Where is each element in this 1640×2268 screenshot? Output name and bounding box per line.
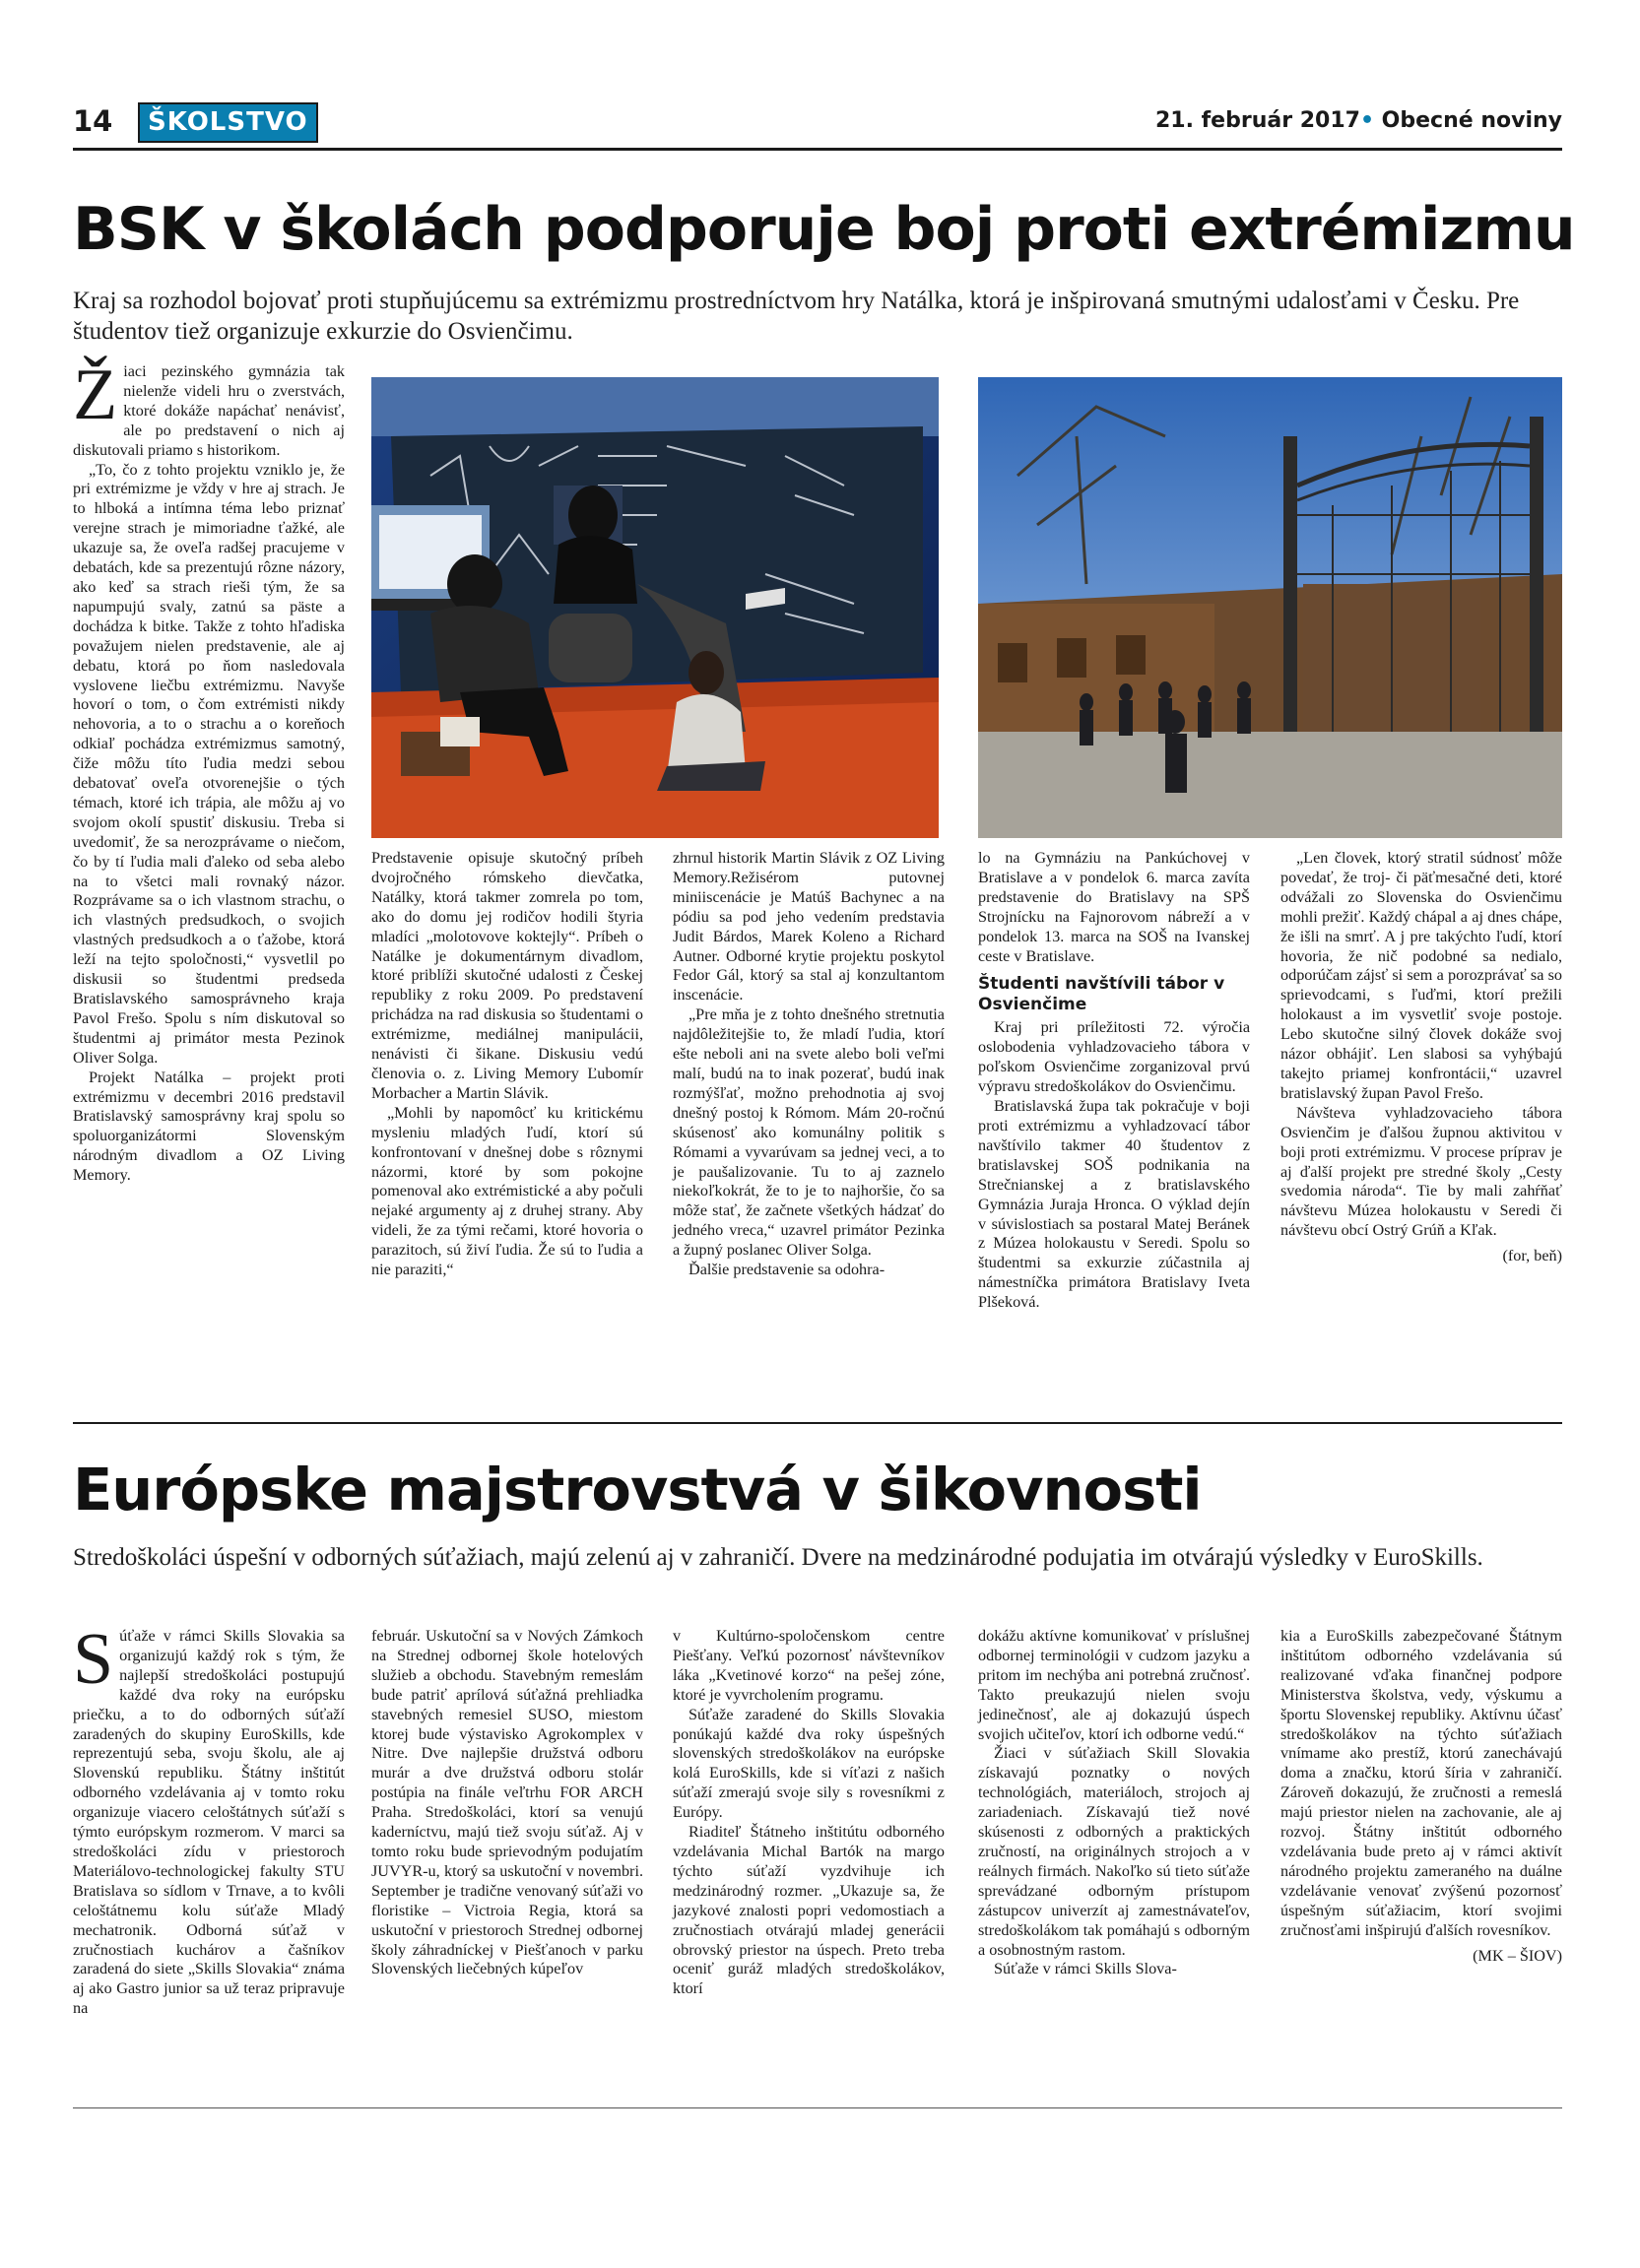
article2-paragraph: Riaditeľ Štátneho inštitútu odborného vzdelávania Michal Bartók na margo týchto súťaží vyzdvihuje ich medzinárodný rozmer. „Ukazuje sa, že jazykové znalosti popri vedomostiach a zručnostiach otvárajú mladej generácii obrovský priestor na úspech. Preto treba oceniť guráž mladých stredoškolákov, ktorí xyxy=(673,1823,945,1998)
article1-headline: BSK v školách podporuje boj proti extrémizmu xyxy=(73,195,1575,264)
footer-rule xyxy=(73,2107,1562,2108)
paper-name: Obecné noviny xyxy=(1381,108,1562,133)
dropcap: Ž xyxy=(73,355,118,435)
article2-paragraph: február. Uskutoční sa v Nových Zámkoch na Strednej odbornej škole hotelových služieb a obchodu. Stavebným remeslám bude patriť aprílová súťažná prehliadka stavebných remesiel SUSO, miestom ktorej bude výstavisko Agrokomplex v Nitre. Dve najlepšie družstvá odboru murár a dve družstvá odboru stolár postúpia na finále veľtrhu FOR ARCH Praha. Stredoškoláci, ktorí sa venujú kaderníctvu, majú tiež svoju súťaž. Aj v tomto roku bude sprievodným podujatím JUVYR-u, ktorý sa uskutoční v novembri. September je tradične venovaný súťaži vo floristike – Victroia Regia, ktorá sa uskutoční v priestoroch Strednej odbornej školy záhradníckej v Piešťanoch v parku Slovenských liečebných kúpeľov xyxy=(371,1627,643,1978)
article1-paragraph: Návšteva vyhladzovacieho tábora Osvienčim je ďalšou župnou aktivitou v boji proti extrémizmu. V procese príprav je aj ďalší projekt pre stredné školy „Cesty svedomia národa“. Tie by mali zahŕňať návštevu Múzea holokaustu v Seredi či návštevu obcí Ostrý Grúň a Kľak. xyxy=(1280,1103,1562,1240)
article1-paragraph: „To, čo z tohto projektu vzniklo je, že pri extrémizme je vždy v hre aj strach. Je to hlboká a intímna téma lebo priznať verejne strach je mimoriadne ťažké, ale ukazuje sa, že oveľa radšej pracujeme v debatách, kde sa prezentujú rôzne názory, ako keď sa strach rieši tým, že sa napumpujú svaly, zatnú sa päste a dochádza k bitke. Takže z tohto hľadiska považujem nielen predstavenie, ale aj debatu, ktorá po ňom nasledovala vyslovene liečbu extrémizmu. Navyše hovorí o tom, o čom extrémisti nikdy nehovoria, a to o strachu a o koreňoch odkiaľ pochádza extrémizmus samotný, čiže môžu títo ľudia medzi sebou debatovať oveľa otvorenejšie o tých témach, ktoré ich trápia, ale môžu aj vo svojom okolí spustiť diskusiu. Treba si uvedomiť, že sa nerozprávame o niečom, čo by tí ľudia mali ďaleko od seba alebo na to všetci mali rovnaký názor. Rozprávame sa o ich vlastnom strachu, o ich vlastných predsudkoch, o svojich vlastných predsudkoch a o ťažobe, ktorá leží na tejto spoločnosti,“ vysvetlil po diskusii so študentmi predseda Bratislavského samosprávneho kraja Pavol Frešo. Spolu s ním diskutoval so študentmi aj primátor mesta Pezinok Oliver Solga. xyxy=(73,460,345,1067)
article1-paragraph: lo na Gymnáziu na Pankúchovej v Bratislave a v pondelok 6. marca zavíta predstavenie do Bratislavy na SPŠ Strojnícku na Fajnorovom nábreží a v pondelok 13. marca na SOŠ na Ivanskej ceste v Bratislave. xyxy=(978,849,1250,965)
article2-column-3 xyxy=(673,1627,945,1999)
article2-paragraph: Súťaže zaradené do Skills Slovakia ponúkajú každé dva roky úspešných slovenských stredoškolákov na európske kolá EuroSkills, kde si víťazi z našich súťaží zmerajú svoje sily s rovesníkmi z Európy. xyxy=(673,1705,945,1822)
theatre-scene-illustration xyxy=(371,377,939,838)
article2-headline: Európske majstrovstvá v šikovnosti xyxy=(73,1456,1202,1523)
article2-column-1 xyxy=(73,1619,345,2019)
article1-subheading: Študenti navštívili tábor v Osvienčime xyxy=(978,974,1225,1015)
issue-date: 21. február 2017 xyxy=(1154,108,1360,133)
header-rule xyxy=(73,148,1562,151)
article1-paragraph: zhrnul historik Martin Slávik z OZ Living Memory.Režisérom putovnej miniiscenácie je Matúš Bachynec a na pódiu sa pod jeho vedením predstavia Judit Bárdos, Marek Koleno a Richard Autner. Odborné krytie projektu poskytol Fedor Gál, ktorý sa stal aj konzultantom inscenácie. xyxy=(673,849,945,1004)
section-label: ŠKOLSTVO xyxy=(138,102,318,143)
article2-column-2 xyxy=(371,1627,643,1979)
article-divider xyxy=(73,1422,1562,1424)
article2-paragraph: dokážu aktívne komunikovať v príslušnej odbornej terminológii v cudzom jazyku a pritom im nechýba ani potrebná zručnosť. Takto preukazujú nielen svoju jedinečnosť, ale aj dokazujú úspech svojich učiteľov, ktorí ich odborne vedú.“ xyxy=(978,1627,1250,1743)
article1-paragraph: „Mohli by napomôcť ku kritickému mysleniu mladých ľudí, ktorí sú konfrontovaní v dnešnej dobe s rôznymi názormi, ktoré by som pokojne pomenoval ako extrémistické a aby počuli nejaké argumenty aj z druhej strany. Aby videli, že za tými rečami, ktoré hovoria o parazitoch, sú živí ľudia. Že sú to ľudia a nie paraziti,“ xyxy=(371,1103,643,1279)
article2-column-4 xyxy=(978,1627,1250,1979)
article2-column-5 xyxy=(1280,1627,1562,1966)
article2-paragraph: kia a EuroSkills zabezpečované Štátnym inštitútom odborného vzdelávania sú realizované vďaka finančnej podpore Ministerstva školstva, vedy, výskumu a športu Slovenskej republiky. Aktívnu účasť stredoškolákov na týchto súťažiach vnímame ako prestíž, ktorú zanechávajú doma a značku, ktorú šíria v zahraničí. Zároveň dokazujú, že zručnosti a remeslá majú priestor nielen na zachovanie, ale aj rozvoj. Štátny inštitút odborného vzdelávania bude preto aj v rámci aktivít národného projektu zameraného na duálne vzdelávanie venovať zvýšenú pozornosť úspešným súťažiacim, ktorí svojimi zručnosťami inšpirujú ďalších rovesníkov. xyxy=(1280,1627,1562,1939)
page-number: 14 xyxy=(73,104,113,138)
theatre-scene-photo xyxy=(371,377,939,838)
article1-column-1 xyxy=(73,355,345,1186)
article2-signature: (MK – ŠIOV) xyxy=(1473,1946,1562,1965)
article2-paragraph: v Kultúrno-spoločenskom centre Piešťany. Veľkú pozornosť návštevníkov láka „Kvetinové korzo“ na pešej zóne, ktoré je vyvrcholením programu. xyxy=(673,1627,945,1704)
article1-paragraph: Bratislavská župa tak pokračuje v boji proti extrémizmu a vyhladzovací tábor navštívilo takmer 40 študentov z bratislavskej SOŠ podnikania na Strečnianskej a z bratislavského Gymnázia Juraja Hronca. O výklad dejín v súvislostiach sa postaral Matej Beránek z Múzea holokaustu v Seredi. Spolu so študentmi sa exkurzie zúčastnila aj námestníčka primátora Bratislavy Iveta Plšeková. xyxy=(978,1097,1250,1312)
article1-column-3 xyxy=(673,849,945,1280)
dateline xyxy=(1155,108,1562,133)
article1-lead: Kraj sa rozhodol bojovať proti stupňujúcemu sa extrémizmu prostredníctvom hry Natálka, ktorá je inšpirovaná smutnými udalosťami v Česku. Pre študentov tiež organizuje exkurzie do Osvienčimu. xyxy=(73,288,1520,345)
article1-paragraph: „Pre mňa je z tohto dnešného stretnutia najdôležitejšie to, že mladí ľudia, ktorí ešte neboli ani na svete alebo boli veľmi malí, budú na to inak pozerať, budú inak rozmýšľať, možno prehodnotia aj svoj dnešný postoj k Rómom. Mám 20-ročnú skúsenosť ako komunálny politik s Rómami a vyvarúvam sa jednej veci, a to je paušalizovanie. Tu to aj zaznelo niekoľkokrát, že to je to najhoršie, čo sa môže stať, že začnete všetkých hádzať do jedného vreca,“ uzavrel primátor Pezinka a župný poslanec Oliver Solga. xyxy=(673,1005,945,1260)
separator-dot: • xyxy=(1359,108,1382,133)
page-header xyxy=(73,102,1562,146)
article1-paragraph: „Len človek, ktorý stratil súdnosť môže povedať, že troj- či päťmesačné deti, ktoré odvážali zo Slovenska do Osvienčimu mohli prežiť. Každý chápal a aj dnes chápe, že išli na smrť. A j pre takýchto ľudí, ktorí hovoria, že nič podobné sa nedialo, odporúčam zájsť si sem a porozprávať sa so sprievodcami, s ľuďmi, ktorí prežili holokaust a im vysvetliť svoje postoje. Lebo skutočne silný človek dokáže svoj názor obhájiť. Len slabosi sa vyhýbajú takejto priamej konfrontácii,“ uzavrel bratislavský župan Pavol Frešo. xyxy=(1280,849,1562,1102)
article1-paragraph: Ďalšie predstavenie sa odohra- xyxy=(689,1261,886,1279)
article1-paragraph: Projekt Natálka – projekt proti extrémizmu v decembri 2016 predstavil Bratislavský samosprávny kraj spolu so spoluorganizátormi Slovenským národným divadlom a OZ Living Memory. xyxy=(73,1068,345,1185)
article1-paragraph: Žiaci pezinského gymnázia tak nielenže videli hru o zverstvách, ktoré dokáže napáchať nenávisť, ale po predstavení o nich aj diskutovali priamo s historikom. xyxy=(73,355,345,459)
article1-paragraph: Predstavenie opisuje skutočný príbeh dvojročného rómskeho dievčatka, Natálky, ktorá takmer zomrela po tom, ako do domu jej rodičov hodili štyria mladíci „molotovove koktejly“. Príbeh o Natálke je dokumentárnym divadlom, ktoré priblíži skutočné udalosti z Českej republiky z roku 2009. Po predstavení prichádza na rad diskusia so študentami o extrémizme, mediálnej manipulácii, nenávisti či šikane. Diskusiu vedú členovia o. z. Living Memory Ľubomír Morbacher a Martin Slávik. xyxy=(371,849,643,1102)
article2-paragraph: Súťaže v rámci Skills Slovakia sa organizujú každý rok s tým, že najlepší stredoškoláci postupujú každé dva roky na európsku priečku, a to do odborných súťaží zaradených do skupiny EuroSkills, kde reprezentujú seba, svoju školu, ale aj Slovenskú republiku. Štátny inštitút odborného vzdelávania aj v tomto roku organizuje viacero celoštátnych súťaží s týmto európskym rozmerom. V marci sa stredoškoláci zídu v priestoroch Materiálovo-technologickej fakulty STU Bratislava so sídlom v Trnave, a to kvôli celoštátnemu kolu súťaže Mladý mechatronik. Odborná súťaž v zručnostiach kuchárov a čašníkov zaradená do siete „Skills Slovakia“ známa aj ako Gastro junior sa už teraz pripravuje na xyxy=(73,1619,345,2018)
article2-paragraph: Súťaže v rámci Skills Slova- xyxy=(994,1960,1177,1978)
article1-column-5 xyxy=(1280,849,1562,1266)
auschwitz-gate-illustration xyxy=(978,377,1562,838)
auschwitz-gate-photo xyxy=(978,377,1562,838)
article2-lead: Stredoškoláci úspešní v odborných súťažiach, majú zelenú aj v zahraničí. Dvere na medzinárodné podujatia im otvárajú výsledky v EuroSkills. xyxy=(73,1544,1483,1571)
article1-column-2 xyxy=(371,849,643,1280)
dropcap: S xyxy=(73,1619,114,1700)
article2-paragraph: Žiaci v súťažiach Skill Slovakia získavajú poznatky o nových technológiách, materiáloch, strojoch aj zariadeniach. Získavajú tiež nové skúsenosti z odborných a praktických zručností, na originálnych strojoch a v reálnych firmách. Nakoľko sú tieto súťaže sprevádzané odborným prístupom zástupcov univerzít aj zamestnávateľov, stredoškolákom tak pomáhajú s odborným a osobnostným rastom. xyxy=(978,1744,1250,1959)
article1-paragraph: Kraj pri príležitosti 72. výročia oslobodenia vyhladzovacieho tábora v poľskom Osvienčime zorganizoval prvú výpravu stredoškolákov do Osvienčimu. xyxy=(978,1018,1250,1096)
article1-column-4 xyxy=(978,849,1250,1313)
article1-signature: (for, beň) xyxy=(1502,1247,1562,1265)
